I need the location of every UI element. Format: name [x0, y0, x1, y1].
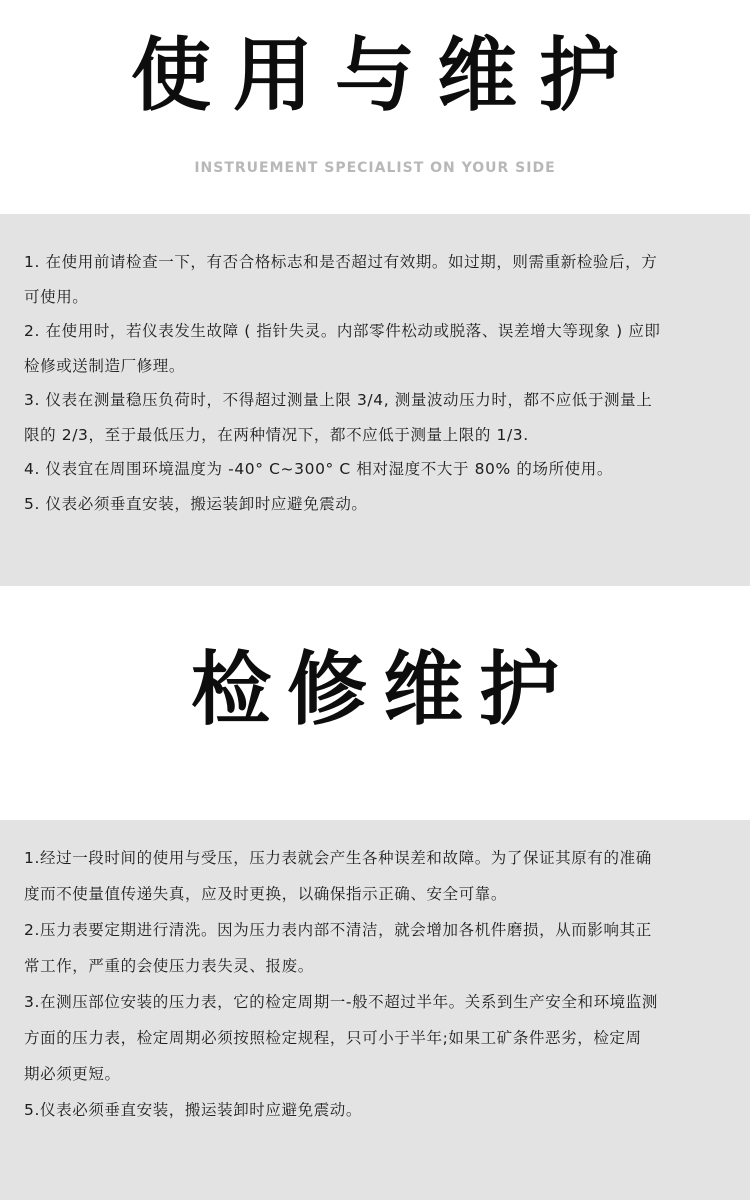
usage-text-line: 5. 仪表必须垂直安装，搬运装卸时应避免震动。 [24, 494, 368, 513]
usage-text-line: 4. 仪表宜在周围环境温度为 -40° C~300° C 相对湿度不大于 80% 的场所使用。 [24, 460, 613, 478]
usage-text-line: 检修或送制造厂修理。 [24, 356, 186, 375]
repair-text-line: 期必须更短。 [24, 1065, 121, 1083]
usage-text-line: 限的 2/3，至于最低压力，在两种情况下，都不应低于测量上限的 1/3. [24, 425, 529, 444]
usage-text-line: 3. 仪表在测量稳压负荷时，不得超过测量上限 3/4, 测量波动压力时，都不应低于测量上 [24, 391, 653, 409]
repair-text-line: 3.在测压部位安装的压力表，它的检定周期一-般不超过半年。关系到生产安全和环境监测 [24, 993, 658, 1011]
repair-maintenance-panel [0, 820, 750, 1200]
repair-text-line: 2.压力表要定期进行清洗。因为压力表内部不清洁，就会增加各机件磨损，从而影响其正 [24, 921, 652, 939]
section-title-repair-maintenance: 检修维护 [191, 643, 575, 736]
repair-text-line: 1.经过一段时间的使用与受压，压力表就会产生各种误差和故障。为了保证其原有的准确 [24, 849, 652, 867]
repair-text-line: 5.仪表必须垂直安装，搬运装卸时应避免震动。 [24, 1101, 362, 1119]
usage-text-line: 1. 在使用前请检查一下，有否合格标志和是否超过有效期。如过期，则需重新检验后，方 [24, 253, 658, 271]
section-title-usage-maintenance: 使用与维护 [131, 29, 641, 122]
usage-maintenance-panel [0, 214, 750, 586]
section-subtitle: INSTRUEMENT SPECIALIST ON YOUR SIDE [194, 160, 556, 176]
repair-text-line: 常工作，严重的会使压力表失灵、报废。 [24, 957, 314, 975]
usage-text-line: 2. 在使用时，若仪表发生故障 ( 指针失灵。内部零件松动或脱落、误差增大等现象 ) 应即 [24, 322, 661, 340]
usage-text-line: 可使用。 [24, 287, 89, 306]
repair-text-line: 度而不使量值传递失真，应及时更换，以确保指示正确、安全可靠。 [24, 885, 508, 903]
repair-text-line: 方面的压力表，检定周期必须按照检定规程，只可小于半年;如果工矿条件恶劣，检定周 [24, 1029, 642, 1047]
